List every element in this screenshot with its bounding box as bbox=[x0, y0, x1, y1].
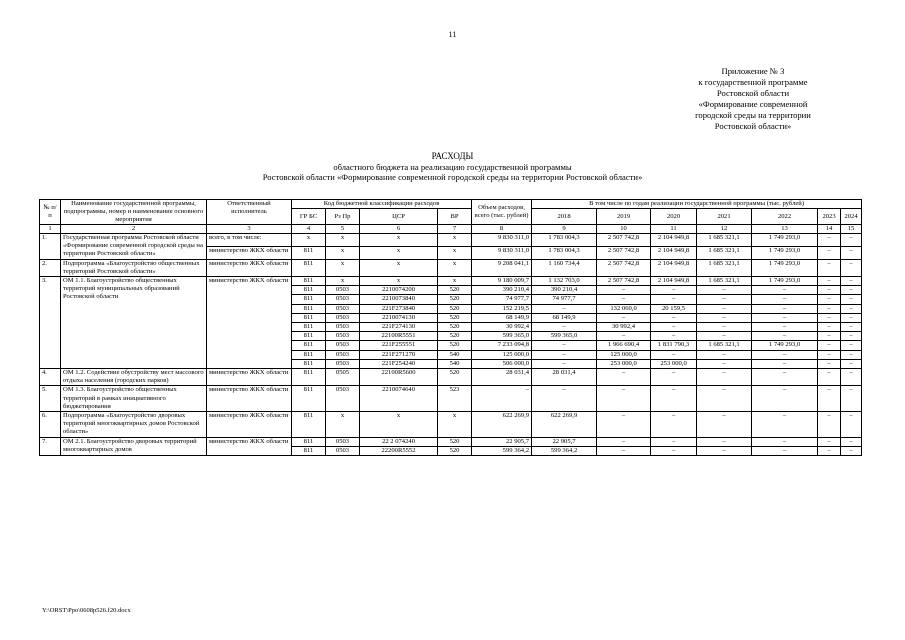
cell-grbs: 811 bbox=[292, 313, 326, 322]
cell-csr: 2210074640 bbox=[360, 386, 438, 412]
cell-year-value: 599 365,0 bbox=[532, 332, 597, 341]
cell-year-value: – bbox=[532, 323, 597, 332]
table-row bbox=[40, 234, 862, 247]
cell-rzpr: х bbox=[326, 234, 360, 247]
column-number-cell: 14 bbox=[818, 225, 841, 234]
cell-year-value: – bbox=[752, 412, 818, 438]
header-num: № п/п bbox=[40, 200, 61, 225]
cell-year-value: – bbox=[841, 295, 862, 304]
cell-vr: 520 bbox=[438, 304, 472, 313]
cell-year-value: 2 104 949,8 bbox=[651, 246, 697, 259]
cell-year-value: 20 159,5 bbox=[651, 304, 697, 313]
title-line: Ростовской области «Формирование современной городской среды на территории Ростовской области» bbox=[262, 172, 643, 182]
cell-csr: 2210073840 bbox=[360, 295, 438, 304]
cell-grbs: 811 bbox=[292, 295, 326, 304]
cell-year-value: – bbox=[818, 304, 841, 313]
cell-year-value: 132 060,0 bbox=[597, 304, 651, 313]
cell-year-value: 2 104 949,8 bbox=[651, 277, 697, 286]
cell-year-value: – bbox=[532, 341, 597, 350]
cell-total: 74 977,7 bbox=[472, 295, 532, 304]
column-number-cell: 3 bbox=[207, 225, 292, 234]
cell-rzpr: х bbox=[326, 259, 360, 276]
cell-grbs: 811 bbox=[292, 332, 326, 341]
row-number: 4. bbox=[40, 369, 61, 386]
cell-total: 9 208 041,1 bbox=[472, 259, 532, 276]
cell-csr: х bbox=[360, 246, 438, 259]
cell-year-value: – bbox=[818, 259, 841, 276]
column-number-cell: 8 bbox=[472, 225, 532, 234]
cell-vr: 520 bbox=[438, 295, 472, 304]
cell-year-value: – bbox=[597, 386, 651, 412]
cell-csr: 221F255551 bbox=[360, 341, 438, 350]
cell-total: 9 830 311,0 bbox=[472, 234, 532, 247]
column-number-cell: 11 bbox=[651, 225, 697, 234]
cell-year-value: 1 783 004,3 bbox=[532, 234, 597, 247]
cell-year-value: 1 966 690,4 bbox=[597, 341, 651, 350]
cell-total: 28 031,4 bbox=[472, 369, 532, 386]
cell-year-value: – bbox=[752, 359, 818, 368]
cell-year-value: 253 000,0 bbox=[597, 359, 651, 368]
cell-year-value: 1 749 293,0 bbox=[752, 341, 818, 350]
cell-total: 30 992,4 bbox=[472, 323, 532, 332]
cell-total: 68 149,9 bbox=[472, 313, 532, 322]
row-number: 7. bbox=[40, 437, 61, 455]
header-year: 2024 bbox=[841, 209, 862, 225]
row-number: 1. bbox=[40, 234, 61, 260]
cell-year-value: 30 992,4 bbox=[597, 323, 651, 332]
title-line: областного бюджета на реализацию государственной программы bbox=[333, 161, 572, 172]
header-executor: Ответственный исполнитель bbox=[207, 200, 292, 225]
cell-vr: 520 bbox=[438, 286, 472, 295]
cell-year-value: – bbox=[841, 259, 862, 276]
cell-year-value: – bbox=[841, 332, 862, 341]
cell-year-value: – bbox=[841, 412, 862, 438]
cell-year-value: – bbox=[597, 412, 651, 438]
row-number: 6. bbox=[40, 412, 61, 438]
table-row bbox=[40, 412, 862, 438]
cell-year-value: – bbox=[752, 313, 818, 322]
cell-year-value: – bbox=[818, 286, 841, 295]
cell-year-value: 390 210,4 bbox=[532, 286, 597, 295]
cell-csr: 22100R5600 bbox=[360, 369, 438, 386]
cell-rzpr: х bbox=[326, 246, 360, 259]
cell-year-value: – bbox=[697, 437, 752, 446]
cell-year-value: 2 507 742,8 bbox=[597, 246, 651, 259]
cell-vr: х bbox=[438, 259, 472, 276]
cell-year-value: – bbox=[532, 350, 597, 359]
cell-year-value: – bbox=[752, 332, 818, 341]
row-number: 5. bbox=[40, 386, 61, 412]
cell-vr: 520 bbox=[438, 341, 472, 350]
cell-grbs: 811 bbox=[292, 446, 326, 455]
cell-year-value: – bbox=[818, 386, 841, 412]
cell-csr: 22100R5551 bbox=[360, 332, 438, 341]
cell-year-value: – bbox=[752, 286, 818, 295]
cell-year-value: 1 685 321,1 bbox=[697, 259, 752, 276]
cell-csr: х bbox=[360, 277, 438, 286]
document-title bbox=[0, 151, 905, 183]
cell-year-value: 1 749 293,0 bbox=[752, 246, 818, 259]
header-years-group: В том числе по годам реализации государственной программы (тыс. рублей) bbox=[532, 200, 862, 209]
cell-vr: 520 bbox=[438, 313, 472, 322]
cell-grbs: 811 bbox=[292, 359, 326, 368]
cell-vr: х bbox=[438, 234, 472, 247]
cell-grbs: х bbox=[292, 234, 326, 247]
header-year: 2019 bbox=[597, 209, 651, 225]
cell-total: 9 830 311,0 bbox=[472, 246, 532, 259]
cell-year-value: – bbox=[818, 446, 841, 455]
cell-year-value: – bbox=[841, 323, 862, 332]
header-csr: ЦСР bbox=[360, 209, 438, 225]
cell-year-value: – bbox=[697, 332, 752, 341]
column-numbers-row bbox=[40, 225, 862, 234]
cell-year-value: – bbox=[697, 350, 752, 359]
row-name: Подпрограмма «Благоустройство дворовых территорий многоквартирных домов Ростовской области» bbox=[61, 412, 207, 438]
appendix-line: Ростовской области» bbox=[714, 121, 792, 131]
cell-year-value: 125 000,0 bbox=[597, 350, 651, 359]
cell-rzpr: 0503 bbox=[326, 313, 360, 322]
cell-year-value: – bbox=[651, 369, 697, 386]
header-grbs: ГР БС bbox=[292, 209, 326, 225]
cell-year-value: 1 783 004,3 bbox=[532, 246, 597, 259]
cell-rzpr: 0503 bbox=[326, 341, 360, 350]
cell-csr: х bbox=[360, 234, 438, 247]
cell-rzpr: 0503 bbox=[326, 286, 360, 295]
row-name: ОМ 1.3. Благоустройство общественных территорий в рамках инициативного бюджетирования bbox=[61, 386, 207, 412]
header-rzpr: Рз Пр bbox=[326, 209, 360, 225]
cell-year-value: 1 685 321,1 bbox=[697, 246, 752, 259]
row-executor: министерство ЖКХ области bbox=[207, 369, 292, 386]
cell-year-value: – bbox=[818, 277, 841, 286]
cell-year-value: – bbox=[818, 437, 841, 446]
cell-year-value: – bbox=[841, 304, 862, 313]
cell-rzpr: 0505 bbox=[326, 369, 360, 386]
cell-year-value: 1 685 321,1 bbox=[697, 341, 752, 350]
cell-total: 599 365,0 bbox=[472, 332, 532, 341]
cell-year-value: 1 831 790,3 bbox=[651, 341, 697, 350]
cell-rzpr: 0503 bbox=[326, 359, 360, 368]
cell-year-value: – bbox=[697, 313, 752, 322]
cell-year-value: – bbox=[651, 350, 697, 359]
appendix-line: Приложение № 3 bbox=[721, 66, 785, 76]
cell-vr: 540 bbox=[438, 350, 472, 359]
cell-year-value: – bbox=[597, 286, 651, 295]
cell-csr: 221F271270 bbox=[360, 350, 438, 359]
cell-vr: 523 bbox=[438, 386, 472, 412]
cell-year-value: – bbox=[532, 304, 597, 313]
appendix-note bbox=[663, 66, 843, 132]
cell-year-value: – bbox=[841, 359, 862, 368]
cell-year-value: – bbox=[752, 304, 818, 313]
row-name: Подпрограмма «Благоустройство общественных территорий Ростовской области» bbox=[61, 259, 207, 276]
cell-year-value: – bbox=[841, 437, 862, 446]
cell-rzpr: 0503 bbox=[326, 350, 360, 359]
cell-year-value: – bbox=[651, 437, 697, 446]
cell-year-value: – bbox=[752, 386, 818, 412]
page-number: 11 bbox=[448, 30, 457, 39]
cell-vr: 540 bbox=[438, 359, 472, 368]
cell-year-value: – bbox=[752, 446, 818, 455]
cell-year-value: – bbox=[532, 386, 597, 412]
cell-grbs: 811 bbox=[292, 304, 326, 313]
cell-year-value: – bbox=[818, 313, 841, 322]
cell-year-value: – bbox=[818, 323, 841, 332]
row-executor: министерство ЖКХ области bbox=[207, 412, 292, 438]
file-path-footer: Y:\ORST\Ppo\0608p526.f20.docx bbox=[42, 607, 131, 614]
cell-year-value: 1 160 734,4 bbox=[532, 259, 597, 276]
cell-year-value: – bbox=[651, 386, 697, 412]
cell-year-value: – bbox=[651, 313, 697, 322]
cell-year-value: – bbox=[651, 446, 697, 455]
cell-grbs: 811 bbox=[292, 277, 326, 286]
cell-total: 599 364,2 bbox=[472, 446, 532, 455]
cell-total: 22 905,7 bbox=[472, 437, 532, 446]
cell-rzpr: 0503 bbox=[326, 386, 360, 412]
cell-year-value: 1 749 293,0 bbox=[752, 277, 818, 286]
cell-year-value: – bbox=[697, 369, 752, 386]
cell-grbs: 811 bbox=[292, 246, 326, 259]
column-number-cell: 4 bbox=[292, 225, 326, 234]
cell-year-value: – bbox=[597, 369, 651, 386]
column-number-cell: 10 bbox=[597, 225, 651, 234]
appendix-line: «Формирование современной bbox=[698, 99, 808, 109]
cell-grbs: 811 bbox=[292, 259, 326, 276]
cell-grbs: 811 bbox=[292, 350, 326, 359]
cell-rzpr: 0503 bbox=[326, 295, 360, 304]
row-number: 2. bbox=[40, 259, 61, 276]
cell-year-value: – bbox=[651, 323, 697, 332]
cell-year-value: 2 507 742,8 bbox=[597, 234, 651, 247]
cell-vr: х bbox=[438, 277, 472, 286]
appendix-line: городской среды на территории bbox=[695, 110, 811, 120]
cell-vr: 520 bbox=[438, 323, 472, 332]
cell-grbs: 811 bbox=[292, 341, 326, 350]
cell-year-value: 2 104 949,8 bbox=[651, 259, 697, 276]
cell-vr: 520 bbox=[438, 369, 472, 386]
cell-year-value: – bbox=[697, 323, 752, 332]
cell-year-value: – bbox=[818, 359, 841, 368]
cell-year-value: – bbox=[697, 412, 752, 438]
cell-year-value: – bbox=[597, 313, 651, 322]
cell-year-value: – bbox=[697, 295, 752, 304]
cell-grbs: 811 bbox=[292, 412, 326, 438]
cell-grbs: 811 bbox=[292, 437, 326, 446]
row-executor: министерство ЖКХ области bbox=[207, 259, 292, 276]
cell-vr: 520 bbox=[438, 332, 472, 341]
cell-year-value: – bbox=[818, 350, 841, 359]
cell-rzpr: 0503 bbox=[326, 446, 360, 455]
table-row bbox=[40, 369, 862, 386]
cell-year-value: – bbox=[597, 295, 651, 304]
cell-vr: х bbox=[438, 412, 472, 438]
row-name: ОМ 1.1. Благоустройство общественных территорий муниципальных образований Ростовской области bbox=[61, 277, 207, 369]
header-name: Наименование государственной программы, подпрограммы, номер и наименование основного мероприятия bbox=[61, 200, 207, 225]
cell-year-value: – bbox=[752, 437, 818, 446]
cell-csr: 22 2 074240 bbox=[360, 437, 438, 446]
column-number-cell: 7 bbox=[438, 225, 472, 234]
table-row bbox=[40, 386, 862, 412]
cell-csr: 22200R5552 bbox=[360, 446, 438, 455]
cell-csr: 221F274130 bbox=[360, 323, 438, 332]
cell-year-value: – bbox=[697, 359, 752, 368]
cell-total: 506 000,0 bbox=[472, 359, 532, 368]
cell-year-value: – bbox=[752, 350, 818, 359]
cell-csr: 221F273840 bbox=[360, 304, 438, 313]
cell-year-value: – bbox=[651, 412, 697, 438]
cell-year-value: 1 685 321,1 bbox=[697, 234, 752, 247]
cell-year-value: 74 977,7 bbox=[532, 295, 597, 304]
cell-year-value: 68 149,9 bbox=[532, 313, 597, 322]
cell-year-value: – bbox=[841, 369, 862, 386]
cell-year-value: – bbox=[697, 386, 752, 412]
cell-year-value: – bbox=[841, 313, 862, 322]
row-name: ОМ 1.2. Содействие обустройству мест массового отдыха населения (городских парков) bbox=[61, 369, 207, 386]
row-name: Государственная программа Ростовской области «Формирование современной городской среды на территории Ростовской области» bbox=[61, 234, 207, 260]
row-executor: всего, в том числе: bbox=[207, 234, 292, 247]
cell-year-value: – bbox=[841, 246, 862, 259]
appendix-line: к государственной программе bbox=[698, 77, 808, 87]
cell-grbs: 811 bbox=[292, 369, 326, 386]
cell-year-value: – bbox=[818, 295, 841, 304]
cell-year-value: – bbox=[752, 295, 818, 304]
cell-year-value: – bbox=[841, 286, 862, 295]
cell-year-value: – bbox=[697, 286, 752, 295]
cell-year-value: – bbox=[818, 412, 841, 438]
row-number: 3. bbox=[40, 277, 61, 369]
header-year: 2023 bbox=[818, 209, 841, 225]
row-executor: министерство ЖКХ области bbox=[207, 437, 292, 455]
cell-year-value: 1 685 321,1 bbox=[697, 277, 752, 286]
cell-year-value: 2 507 742,8 bbox=[597, 277, 651, 286]
column-number-cell: 5 bbox=[326, 225, 360, 234]
cell-year-value: – bbox=[841, 341, 862, 350]
column-number-cell: 6 bbox=[360, 225, 438, 234]
cell-year-value: – bbox=[841, 386, 862, 412]
cell-year-value: 2 507 742,8 bbox=[597, 259, 651, 276]
cell-csr: 2210074130 bbox=[360, 313, 438, 322]
column-number-cell: 2 bbox=[61, 225, 207, 234]
cell-rzpr: х bbox=[326, 412, 360, 438]
header-year: 2020 bbox=[651, 209, 697, 225]
cell-rzpr: 0503 bbox=[326, 332, 360, 341]
cell-grbs: 811 bbox=[292, 286, 326, 295]
appendix-line: Ростовской области bbox=[716, 88, 790, 98]
cell-rzpr: х bbox=[326, 277, 360, 286]
cell-year-value: – bbox=[752, 323, 818, 332]
cell-year-value: 599 364,2 bbox=[532, 446, 597, 455]
cell-year-value: – bbox=[841, 350, 862, 359]
cell-year-value: 253 000,0 bbox=[651, 359, 697, 368]
cell-year-value: – bbox=[818, 332, 841, 341]
cell-grbs: 811 bbox=[292, 323, 326, 332]
cell-vr: х bbox=[438, 246, 472, 259]
cell-total: 125 000,0 bbox=[472, 350, 532, 359]
column-number-cell: 1 bbox=[40, 225, 61, 234]
table-row bbox=[40, 437, 862, 446]
cell-year-value: 2 104 949,8 bbox=[651, 234, 697, 247]
cell-year-value: – bbox=[818, 369, 841, 386]
cell-rzpr: 0503 bbox=[326, 437, 360, 446]
cell-year-value: – bbox=[532, 359, 597, 368]
cell-vr: 520 bbox=[438, 437, 472, 446]
cell-year-value: 1 132 703,0 bbox=[532, 277, 597, 286]
cell-total: – bbox=[472, 386, 532, 412]
cell-year-value: 622 269,9 bbox=[532, 412, 597, 438]
row-executor: министерство ЖКХ области bbox=[207, 386, 292, 412]
cell-year-value: – bbox=[651, 295, 697, 304]
cell-rzpr: 0503 bbox=[326, 323, 360, 332]
cell-csr: х bbox=[360, 412, 438, 438]
expenses-table bbox=[39, 199, 862, 456]
cell-year-value: – bbox=[752, 369, 818, 386]
cell-year-value: 1 749 293,0 bbox=[752, 234, 818, 247]
column-number-cell: 9 bbox=[532, 225, 597, 234]
cell-total: 9 180 009,7 bbox=[472, 277, 532, 286]
cell-vr: 520 bbox=[438, 446, 472, 455]
header-total: Объем расходов, всего (тыс. рублей) bbox=[472, 200, 532, 225]
cell-total: 622 269,9 bbox=[472, 412, 532, 438]
row-executor: министерство ЖКХ области bbox=[207, 246, 292, 259]
cell-rzpr: 0503 bbox=[326, 304, 360, 313]
cell-total: 390 210,4 bbox=[472, 286, 532, 295]
cell-csr: х bbox=[360, 259, 438, 276]
cell-year-value: – bbox=[841, 277, 862, 286]
header-code-group: Код бюджетной классификации расходов bbox=[292, 200, 472, 209]
row-executor: министерство ЖКХ области bbox=[207, 277, 292, 369]
cell-year-value: – bbox=[818, 234, 841, 247]
cell-year-value: – bbox=[818, 341, 841, 350]
cell-csr: 221F254240 bbox=[360, 359, 438, 368]
cell-total: 152 219,5 bbox=[472, 304, 532, 313]
cell-csr: 2210074200 bbox=[360, 286, 438, 295]
cell-year-value: 1 749 293,0 bbox=[752, 259, 818, 276]
cell-year-value: – bbox=[841, 234, 862, 247]
column-number-cell: 12 bbox=[697, 225, 752, 234]
cell-year-value: – bbox=[597, 332, 651, 341]
cell-year-value: – bbox=[697, 304, 752, 313]
cell-grbs: 811 bbox=[292, 386, 326, 412]
column-number-cell: 13 bbox=[752, 225, 818, 234]
cell-year-value: – bbox=[818, 246, 841, 259]
header-year: 2021 bbox=[697, 209, 752, 225]
table-row bbox=[40, 259, 862, 276]
cell-year-value: 22 905,7 bbox=[532, 437, 597, 446]
cell-year-value: – bbox=[651, 332, 697, 341]
cell-year-value: – bbox=[597, 437, 651, 446]
header-year: 2022 bbox=[752, 209, 818, 225]
header-year: 2018 bbox=[532, 209, 597, 225]
cell-total: 7 233 094,8 bbox=[472, 341, 532, 350]
cell-year-value: 28 031,4 bbox=[532, 369, 597, 386]
header-row bbox=[40, 200, 862, 209]
row-name: ОМ 2.1. Благоустройство дворовых территорий многоквартирных домов bbox=[61, 437, 207, 455]
cell-year-value: – bbox=[651, 286, 697, 295]
cell-year-value: – bbox=[697, 446, 752, 455]
column-number-cell: 15 bbox=[841, 225, 862, 234]
title-main: РАСХОДЫ bbox=[431, 151, 474, 161]
header-vr: ВР bbox=[438, 209, 472, 225]
table-row bbox=[40, 277, 862, 286]
cell-year-value: – bbox=[841, 446, 862, 455]
cell-year-value: – bbox=[597, 446, 651, 455]
